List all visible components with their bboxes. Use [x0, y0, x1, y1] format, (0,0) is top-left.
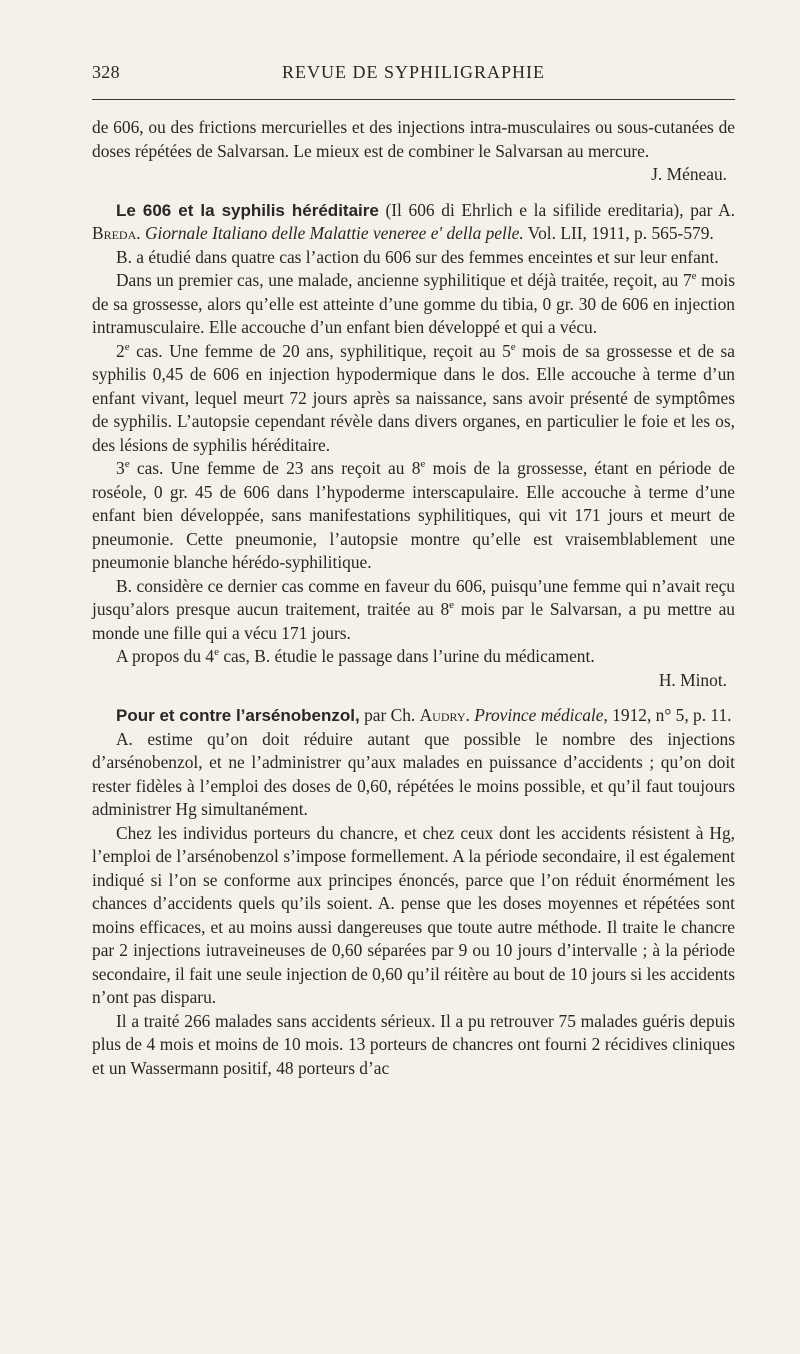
- page-header: [92, 62, 735, 88]
- paragraph: Dans un premier cas, une malade, ancienne syphilitique et déjà traitée, reçoit, au 7e mois de sa grossesse, alors qu’elle est atteinte d’une gomme du tibia, 0 gr. 30 de 606 en injection intramusculaire. Elle accouche d’un enfant bien développé et qui a vécu.: [92, 270, 735, 337]
- continued-paragraph: de 606, ou des frictions mercurielles et des injections intra-musculaires ou sous-cutanées de doses répétées de Salvarsan. Le mieux est de combiner le Salvarsan au mercure.: [92, 117, 735, 161]
- paragraph: B. considère ce dernier cas comme en faveur du 606, puisqu’une femme qui n’avait reçu jusqu’alors presque aucun traitement, traitée au 8e mois par le Salvarsan, a pu mettre au monde une fille qui a vécu 171 jours.: [92, 575, 736, 643]
- paragraph: A propos du 4e cas, B. étudie le passage dans l’urine du médicament.: [116, 646, 595, 666]
- article-title: Pour et contre l’arsénobenzol,: [116, 706, 360, 725]
- article-heading: Pour et contre l’arsénobenzol, par Ch. Audry. Province médicale, 1912, n° 5, p. 11.: [116, 705, 732, 725]
- paragraph: 3e cas. Une femme de 23 ans reçoit au 8e mois de la grossesse, étant en période de roséole, 0 gr. 45 de 606 dans l’hypoderme interscapulaire. Elle accouche à terme d’une enfant bien développée, sans manifestations syphilitiques, qui vit 171 jours et meurt de pneumonie. Cette pneumonie, l’autopsie montre qu’elle est vraisemblablement une pneumonie blanche hérédo-syphilitique.: [92, 458, 735, 572]
- paragraph: A. estime qu’on doit réduire autant que possible le nombre des injections d’arsénobenzol, et ne l’administrer qu’aux malades en puissance d’accidents ; qu’on doit rester fidèles à l’emploi des doses de 0,60, répétées le moins possible, et qu’il faut toujours administrer Hg simultanément.: [92, 728, 735, 819]
- author-name: Audry: [419, 705, 466, 725]
- journal-name: Giornale Italiano delle Malattie veneree e' della pelle.: [144, 223, 524, 243]
- article-title: Le 606 et la syphilis héréditaire: [116, 200, 379, 220]
- journal-name: Province médicale,: [474, 705, 608, 725]
- article-heading: Le 606 et la syphilis héréditaire (Il 606 di Ehrlich e la sifilide ereditaria), par A. Breda. Giornale Italiano delle Malattie veneree e' della pelle. Vol. LII, 1911, p. 565-579.: [92, 199, 735, 243]
- signature: J. Méneau.: [651, 164, 727, 184]
- paragraph: B. a étudié dans quatre cas l’action du 606 sur des femmes enceintes et sur leur enfant.: [116, 246, 719, 267]
- author-name: Breda: [92, 223, 137, 243]
- paragraph: Il a traité 266 malades sans accidents sérieux. Il a pu retrouver 75 malades guéris depuis plus de 4 mois et moins de 10 mois. 13 porteurs de chancres ont fourni 2 récidives cliniques et un Wassermann positif, 48 porteurs d’ac: [92, 1010, 735, 1078]
- paragraph: 2e cas. Une femme de 20 ans, syphilitique, reçoit au 5e mois de sa grossesse et de sa syphilis 0,45 de 606 en injection hypodermique dans le dos. Elle accouche à terme d’un enfant vivant, lequel meurt 72 jours après sa naissance, sans avoir présenté de symptômes de syphilis. L’autopsie cependant révèle dans divers organes, en particulier le foie et les os, des lésions de syphilis héréditaire.: [92, 340, 735, 455]
- running-title: REVUE DE SYPHILIGRAPHIE: [282, 62, 545, 82]
- header-rule: [92, 99, 735, 100]
- page-number: 328: [92, 62, 120, 82]
- page-body: [92, 116, 735, 1080]
- signature: H. Minot.: [658, 669, 727, 690]
- paragraph: Chez les individus porteurs du chancre, et chez ceux dont les accidents résistent à Hg, l’emploi de l’arsénobenzol s’impose formellement. A la période secondaire, il est également indiqué si l’on se conforme aux principes énoncés, parce que l’on réduit énormément les chances d’accidents quels qu’ils soient. A. pense que les doses moyennes et répétées sont moins efficaces, et au moins aussi dangereuses que toute autre méthode. Il traite le chancre par 2 injections iutraveineuses de 0,60 séparées par 9 ou 10 jours d’intervalle ; à la période secondaire, il fait une seule injection de 0,60 qu’il réitère au bout de 10 jours si les accidents n’ont pas disparu.: [92, 822, 735, 1007]
